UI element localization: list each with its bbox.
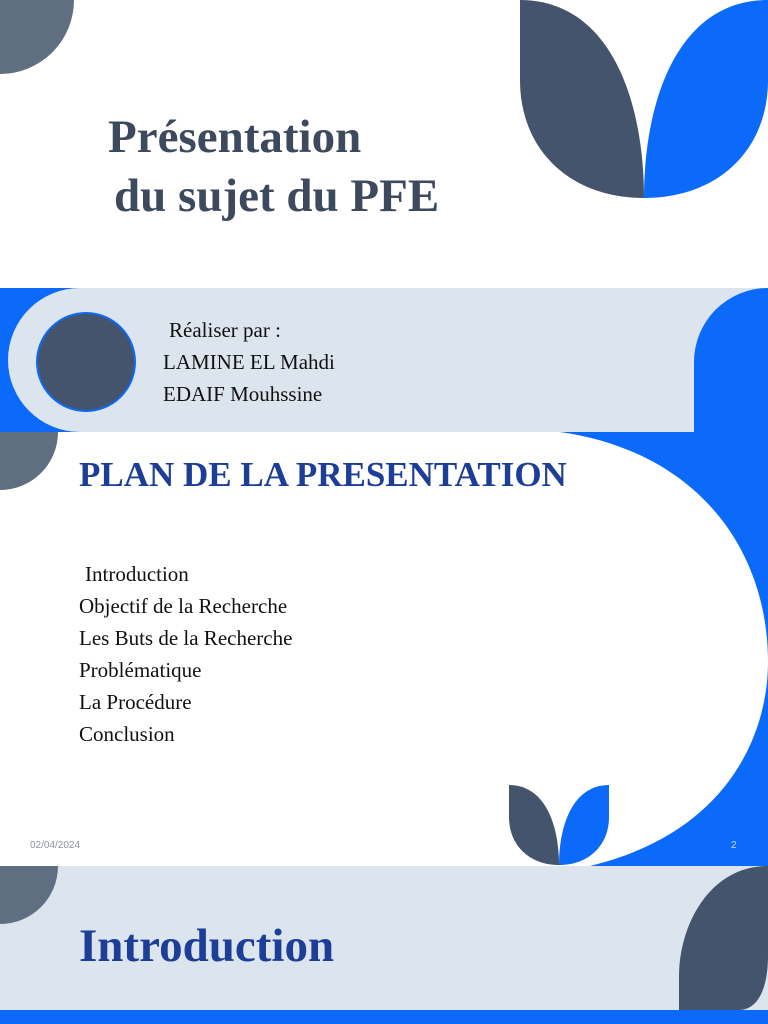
slide-plan — [0, 432, 768, 866]
decor-quarter-circle-slide3 — [0, 866, 58, 924]
plan-item: Objectif de la Recherche — [79, 594, 288, 618]
decor-leaf-blue — [644, 0, 768, 198]
plan-item: Les Buts de la Recherche — [79, 626, 293, 650]
slide-introduction — [0, 866, 768, 1024]
presentation-title — [108, 108, 439, 226]
decor-bottom-bar — [0, 1010, 768, 1024]
author-name-1: LAMINE EL Mahdi — [163, 350, 335, 374]
slide-title — [0, 0, 768, 432]
decor-leaf-dark-slide3 — [679, 866, 768, 1010]
decor-band-right-arch — [694, 288, 768, 432]
plan-item: Conclusion — [79, 722, 175, 746]
decor-quarter-circle-top-left — [0, 0, 74, 74]
plan-title: PLAN DE LA PRESENTATION — [79, 455, 567, 494]
slide-page-number: 2 — [731, 840, 737, 851]
plan-item: La Procédure — [79, 690, 192, 714]
decor-quarter-circle-slide2 — [0, 432, 58, 490]
introduction-title: Introduction — [79, 920, 335, 972]
decor-small-leaf-dark — [509, 785, 559, 865]
decor-small-leaf-blue — [559, 785, 609, 865]
decor-leaf-dark — [520, 0, 644, 198]
authors-intro: Réaliser par : — [169, 318, 281, 342]
title-line-1: Présentation — [108, 111, 362, 163]
plan-item: Introduction — [85, 562, 189, 586]
title-line-2: du sujet du PFE — [114, 170, 440, 222]
plan-list — [79, 558, 292, 750]
authors-block — [163, 314, 335, 410]
plan-item: Problématique — [79, 658, 202, 682]
slide-date: 02/04/2024 — [30, 840, 81, 851]
decor-circle-dark — [35, 311, 137, 413]
author-name-2: EDAIF Mouhssine — [163, 382, 323, 406]
